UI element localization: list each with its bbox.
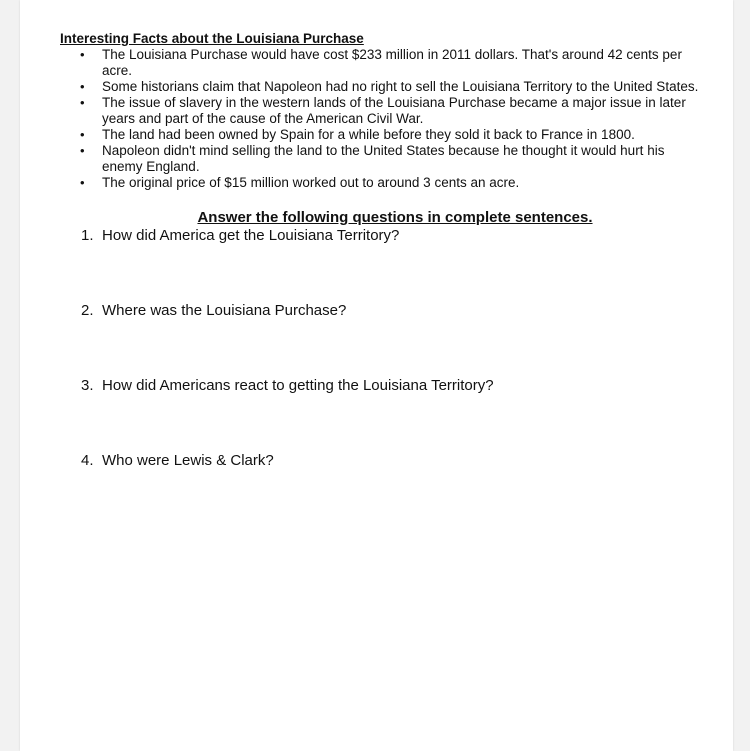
fact-item [60,79,700,95]
question-number: 3. [81,377,94,394]
bullet-icon: • [80,79,85,94]
bullet-icon: • [80,143,85,158]
bullet-icon: • [80,95,85,110]
fact-item [60,143,700,175]
question-item [60,377,700,395]
fact-text: The land had been owned by Spain for a while before they sold it back to France in 1800. [102,127,635,142]
bullet-icon: • [80,47,85,62]
question-item [60,227,700,245]
fact-item [60,95,700,127]
fact-item [60,127,700,143]
fact-text: The Louisiana Purchase would have cost $233 million in 2011 dollars. That's around 42 cents per acre. [102,47,682,78]
question-item [60,302,700,320]
fact-text: Napoleon didn't mind selling the land to the United States because he thought it would hurt his enemy England. [102,143,665,174]
bullet-icon: • [80,127,85,142]
facts-list [60,47,700,191]
fact-text: The original price of $15 million worked out to around 3 cents an acre. [102,175,520,190]
questions-list [60,227,700,470]
document-content [60,31,700,470]
fact-item [60,175,700,191]
question-number: 2. [81,302,94,319]
facts-heading: Interesting Facts about the Louisiana Purchase [60,31,364,46]
answer-heading: Answer the following questions in complete sentences. [197,209,593,226]
question-item [60,452,700,470]
fact-text: The issue of slavery in the western lands of the Louisiana Purchase became a major issue in later years and part of the cause of the American Civil War. [102,95,686,126]
bullet-icon: • [80,175,85,190]
question-text: Who were Lewis & Clark? [102,452,274,469]
question-number: 1. [81,227,94,244]
question-text: How did Americans react to getting the Louisiana Territory? [102,377,494,394]
document-page [20,0,733,751]
question-text: How did America get the Louisiana Territory? [102,227,400,244]
question-text: Where was the Louisiana Purchase? [102,302,347,319]
question-number: 4. [81,452,94,469]
fact-item [60,47,700,79]
fact-text: Some historians claim that Napoleon had no right to sell the Louisiana Territory to the United States. [102,79,699,94]
